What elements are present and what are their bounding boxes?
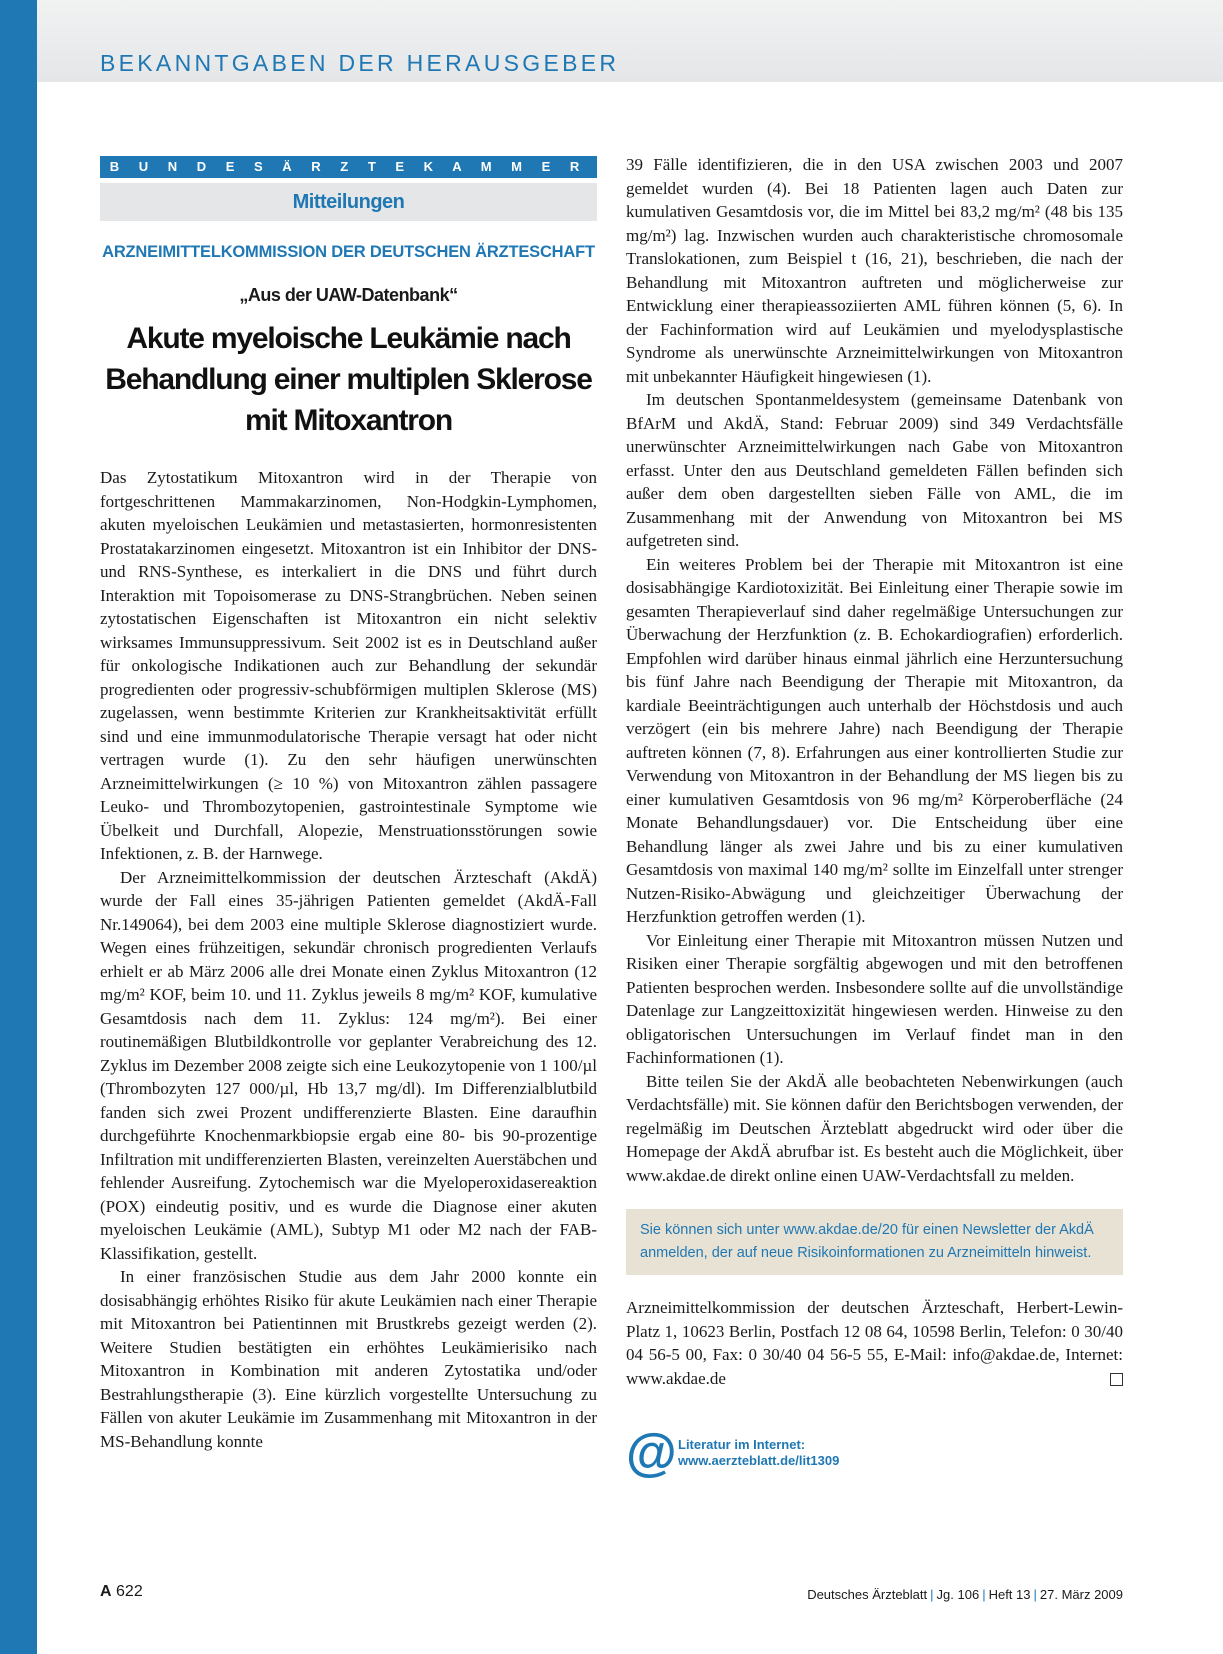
paragraph: In einer französischen Studie aus dem Jahr 2000 konnte ein dosisabhängig erhöhtes Risiko für akute Leukämien nach einer Therapie mit Mitoxantron bei Patientinnen mit Brustkrebs gezeigt werden (2). Weitere Studien bestätigten ein erhöhtes Leukämierisiko nach Mitoxantron in Kombination mit anderen Zytostatika und/oder Bestrahlungstherapie (3). Eine kürzlich vorgestellte Untersuchung zu Fällen von akuter Leukämie im Zusammenhang mit Mitoxantron in der MS-Behandlung konnte [100,1267,597,1451]
literature-label: Literatur im Internet: [678,1437,806,1452]
journal-name: Deutsches Ärzteblatt [807,1587,928,1602]
section-title: Mitteilungen [100,183,597,221]
header-title: BEKANNTGABEN DER HERAUSGEBER [100,50,620,76]
page-prefix: A [100,1583,112,1600]
literature-link[interactable] [626,1424,1123,1482]
series-title: „Aus der UAW-Datenbank“ [239,285,458,305]
paragraph: Ein weiteres Problem bei der Therapie mit Mitoxantron ist eine dosisabhängige Kardiotoxizität. Bei Einleitung einer Therapie sowie im gesamten Therapieverlauf sind daher regelmäßige Untersuchungen zur Überwachung der Herzfunktion (z. B. Echokardiografien) erforderlich. Empfohlen wird darüber hinaus einmal jährlich eine Herzuntersuchung bis fünf Jahre nach Beendigung der Therapie mit Mitoxantron, da kardiale Beeinträchtigungen auch unterhalb der Höchstdosis und auch verzögert (ein bis mehrere Jahre) nach Beendigung der Therapie auftreten können (7, 8). Erfahrungen aus einer kontrollierten Studie zur Verwendung von Mitoxantron in der Behandlung der MS liegen bis zu einer kumulativen Gesamtdosis von 96 mg/m² Körperoberfläche (24 Monate Behandlungsdauer) vor. Die Entscheidung über eine Behandlung länger als zwei Jahre und bis zu einer kumulativen Gesamtdosis von maximal 140 mg/m² sollte im Einzelfall unter strenger Nutzen-Risiko-Abwägung und gleichzeitiger Überwachung der Herzfunktion getroffen werden (1). [626,554,1123,926]
journal-citation: Deutsches Ärzteblatt | Jg. 106 | Heft 13 | 27. März 2009 [807,1587,1123,1602]
journal-issue: Heft 13 [988,1587,1031,1602]
article-headline [100,318,597,441]
journal-volume: Jg. 106 [936,1587,980,1602]
left-column [100,156,597,1453]
paragraph: Vor Einleitung einer Therapie mit Mitoxantron müssen Nutzen und Risiken einer Therapie sorgfältig abgewogen und mit den betroffenen Patienten besprochen werden. Insbesondere sollte auf die unvollständige Datenlage zur Langzeittoxizität hingewiesen werden. Hinweise zu den obligatorischen Untersuchungen im Verlauf findet man in den Fachinformationen (1). [626,930,1123,1067]
organization-bar: B U N D E S Ä R Z T E K A M M E R [100,156,597,178]
headline-line: mit Mitoxantron [245,404,452,437]
commission-title: ARZNEIMITTELKOMMISSION DER DEUTSCHEN ÄRZTESCHAFT [102,243,595,261]
paragraph: Bitte teilen Sie der AkdÄ alle beobachteten Nebenwirkungen (auch Verdachtsfälle) mit. Sie können dafür den Berichtsbogen verwenden, der regelmäßig im Deutschen Ärzteblatt abgedruckt wird oder über die Homepage der AkdÄ abrufbar ist. Es besteht auch die Möglichkeit, über www.akdae.de direkt online einen UAW-Verdachtsfall zu melden. [626,1071,1123,1185]
page-number-value: 622 [116,1583,143,1600]
headline-line: Behandlung einer multiplen Sklerose [105,363,592,396]
page-number [100,1583,143,1601]
page-header [37,0,1223,82]
right-body [626,153,1123,1187]
contact-address [626,1296,1123,1390]
address-text: Arzneimittelkommission der deutschen Ärzteschaft, Herbert-Lewin-Platz 1, 10623 Berlin, Postfach 12 08 64, 10598 Berlin, Telefon: 0 30/40 04 56-5 00, Fax: 0 30/40 04 56-5 55, E-Mail: info@akdae.de, Internet: www.akdae.de [626,1298,1123,1388]
right-column [626,153,1123,1482]
journal-date: 27. März 2009 [1039,1587,1123,1602]
literature-url[interactable]: www.aerzteblatt.de/lit1309 [678,1453,840,1468]
paragraph: Das Zytostatikum Mitoxantron wird in der Therapie von fortgeschrittenen Mammakarzinomen, Non-Hodgkin-Lymphomen, akuten myeloischen Leukämien und metastasierten, hormonresistenten Prostatakarzinomen eingesetzt. Mitoxantron ist ein Inhibitor der DNS- und RNS-Synthese, es interkaliert in die DNS und führt durch Interaktion mit Topoisomerase zu DNS-Strangbrüchen. Neben seinen zytostatischen Eigenschaften ist Mitoxantron ein nicht selektiv wirksames Immunsuppressivum. Seit 2002 ist es in Deutschland außer für onkologische Indikationen auch zur Behandlung der sekundär progredienten oder progressiv-schubförmigen multiplen Sklerose (MS) zugelassen, wenn bestimmte Kriterien zur Krankheitsaktivität erfüllt sind und eine immunmodulatorische Therapie versagt hat oder nicht vertragen wurde (1). Zu den sehr häufigen unerwünschten Arzneimittelwirkungen (≥ 10 %) von Mitoxantron zählen passagere Leuko- und Thrombozytopenien, gastrointestinale Symptome wie Übelkeit und Durchfall, Alopezie, Menstruationsstörungen sowie Infektionen, z. B. der Harnwege. [100,468,597,863]
at-icon: @ [626,1424,677,1482]
left-body [100,466,597,1453]
left-accent-bar [0,0,37,1654]
end-mark-icon [1110,1373,1123,1386]
newsletter-note: Sie können sich unter www.akdae.de/20 für einen Newsletter der AkdÄ anmelden, der auf neue Risikoinformationen zu Arzneimitteln hinweist. [626,1209,1123,1275]
headline-line: Akute myeloische Leukämie nach [126,322,571,355]
paragraph: Der Arzneimittelkommission der deutschen Ärzteschaft (AkdÄ) wurde der Fall eines 35-jährigen Patienten gemeldet (AkdÄ-Fall Nr.149064), bei dem 2003 eine multiple Sklerose diagnostiziert wurde. Wegen eines frühzeitigen, sekundär chronisch progredienten Verlaufs erhielt er ab März 2006 alle drei Monate einen Zyklus Mitoxantron (12 mg/m² KOF, beim 10. und 11. Zyklus jeweils 8 mg/m² KOF, kumulative Gesamtdosis nach dem 11. Zyklus: 124 mg/m²). Bei einer routinemäßigen Blutbildkontrolle vor geplanter Verabreichung des 12. Zyklus im Dezember 2008 zeigte sich eine Leukozytopenie von 1 100/µl (Thrombozyten 127 000/µl, Hb 13,7 mg/dl). Im Differenzialblutbild fanden sich zwei Prozent undifferenzierte Blasten. Eine daraufhin durchgeführte Knochenmarkbiopsie ergab eine 80- bis 90-prozentige Infiltration mit undifferenzierten Blasten, vereinzelten Auerstäbchen und fehlender Ausreifung. Zytochemisch war die Myeloperoxidasereaktion (POX) eindeutig positiv, und es wurde die Diagnose einer akuten myeloischen Leukämie (AML), Subtyp M1 oder M2 nach der FAB-Klassifikation, gestellt. [100,867,597,1263]
paragraph: Im deutschen Spontanmeldesystem (gemeinsame Datenbank von BfArM und AkdÄ, Stand: Februar 2009) sind 349 Verdachtsfälle unerwünschter Arzneimittelwirkungen nach Gabe von Mitoxantron erfasst. Unter den aus Deutschland gemeldeten Fällen befinden sich außer dem oben dargestellten sieben Fälle von AML, die im Zusammenhang mit der Anwendung von Mitoxantron bei MS aufgetreten sind. [626,390,1123,550]
paragraph: 39 Fälle identifizieren, die in den USA zwischen 2003 und 2007 gemeldet wurden (4). Bei 18 Patienten lagen auch Daten zur kumulativen Gesamtdosis vor, die im Mittel bei 83,2 mg/m² (48 bis 135 mg/m²) lag. Inzwischen wurden auch charakteristische chromosomale Translokationen, zum Beispiel t (16, 21), beschrieben, die nach der Behandlung mit Mitoxantron auftreten und möglicherweise zur Entwicklung einer therapieassoziierten AML führen können (5, 6). In der Fachinformation wird auf Leukämien und myelodysplastische Syndrome als unerwünschte Arzneimittelwirkungen von Mitoxantron mit unbekannter Häufigkeit hingewiesen (1). [626,155,1123,386]
